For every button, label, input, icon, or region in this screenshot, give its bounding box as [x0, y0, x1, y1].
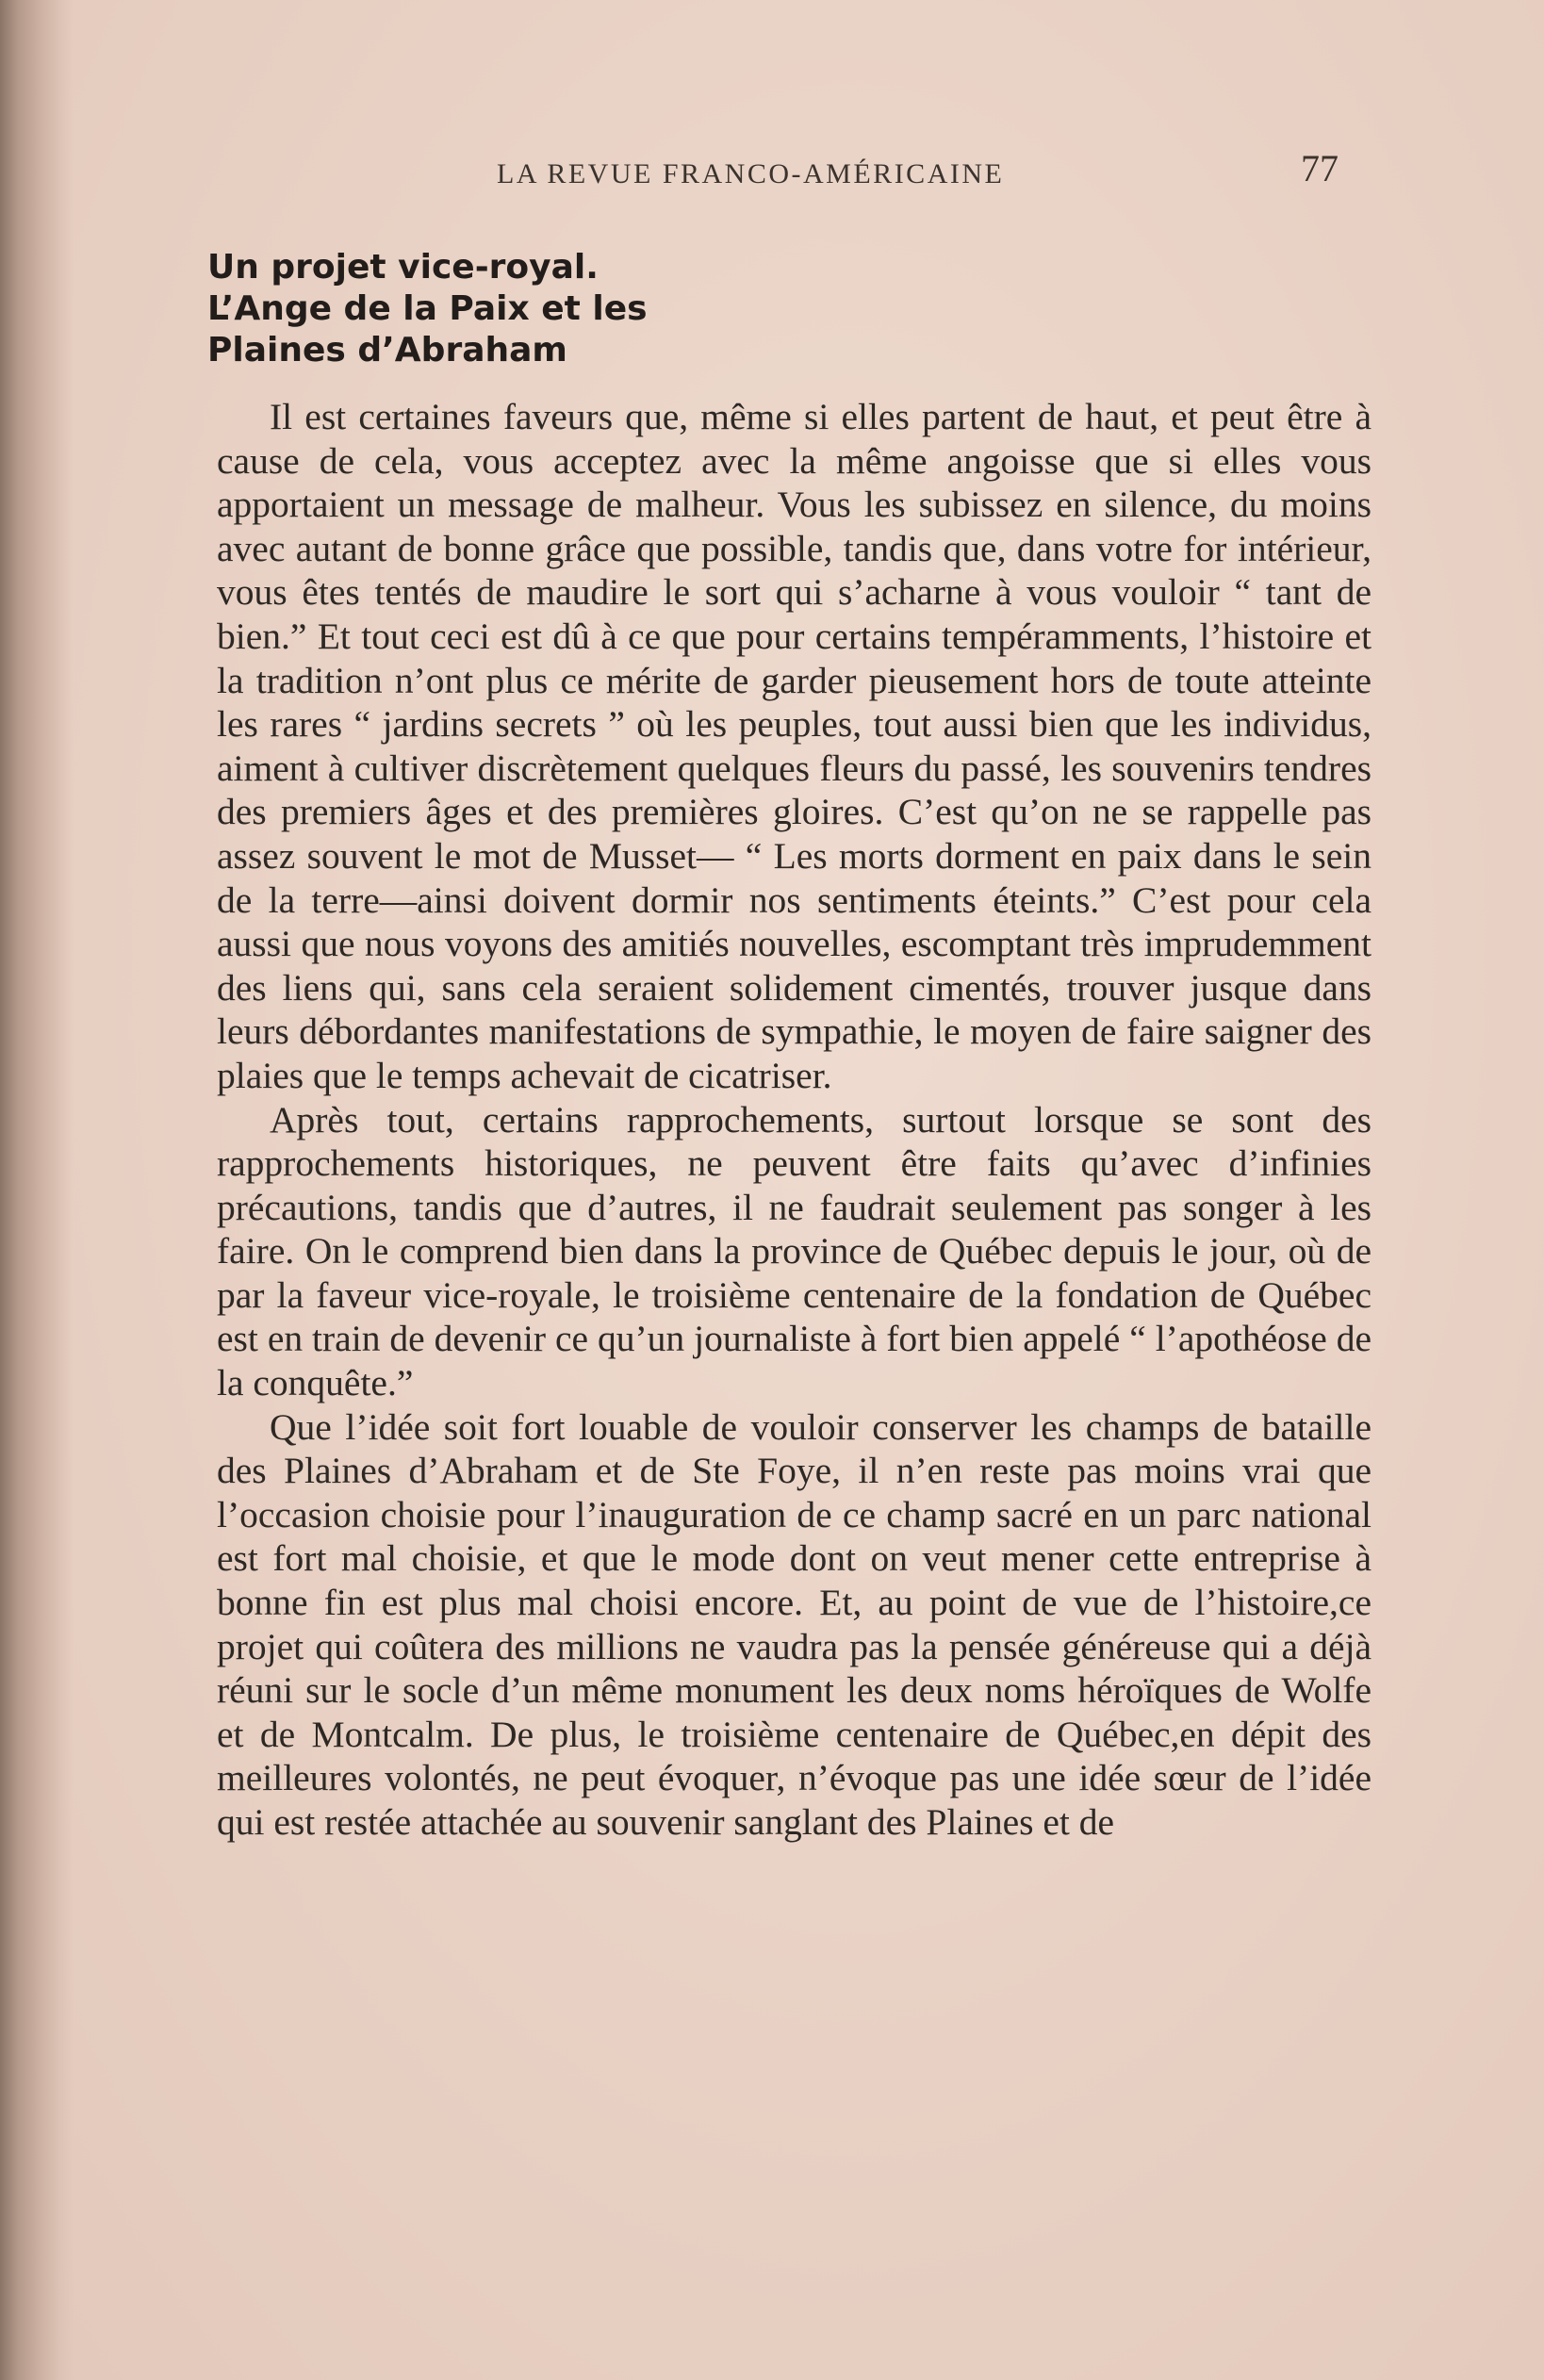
paragraph: Il est certaines faveurs que, même si elles partent de haut, et peut être à cause de cela, vous acceptez avec la même angoisse que si elles vous apportaient un message de malheur. Vous les subissez en silence, du moins avec autant de bonne grâce que possible, tandis que, dans votre for intérieur, vous êtes tentés de maudire le sort qui s’acharne à vous vouloir “ tant de bien.” Et tout ceci est dû à ce que pour certains tempéramments, l’histoire et la tradition n’ont plus ce mérite de garder pieusement hors de toute atteinte les rares “ jardins secrets ” où les peuples, tout aussi bien que les individus, aiment à cultiver discrètement quelques fleurs du passé, les souvenirs tendres des premiers âges et des premières gloires. C’est qu’on ne se rappelle pas assez souvent le mot de Musset— “ Les morts dorment en paix dans le sein de la terre—ainsi doivent dormir nos sentiments éteints.” C’est pour cela aussi que nous voyons des amitiés nouvelles, escomptant très imprudemment des liens qui, sans cela seraient solidement cimentés, trouver jusque dans leurs débordantes manifestations de sympathie, le moyen de faire saigner des plaies que le temps achevait de cicatriser. [217, 396, 1372, 1096]
article-title-line: Un projet vice-royal. [207, 248, 599, 287]
article-body [217, 395, 1372, 1845]
page-binding-shadow [0, 0, 74, 2380]
running-header-title: LA REVUE FRANCO-AMÉRICAINE [497, 158, 1005, 189]
paragraph: Que l’idée soit fort louable de vouloir conserver les champs de bataille des Plaines d’Abraham et de Ste Foye, il n’en reste pas moins vrai que l’occasion choisie pour l’inauguration de ce champ sacré en un parc national est fort mal choisie, et que le mode dont on veut mener cette entreprise à bonne fin est plus mal choisi encore. Et, au point de vue de l’histoire,ce projet qui coûtera des millions ne vaudra pas la pensée généreuse qui a déjà réuni sur le socle d’un même monument les deux noms héroïques de Wolfe et de Montcalm. De plus, le troisième centenaire de Québec,en dépit des meilleures volontés, ne peut évoquer, n’évoque pas une idée sœur de l’idée qui est restée attachée au souvenir sanglant des Plaines et de [217, 1405, 1372, 1843]
page-number: 77 [1301, 147, 1339, 189]
article-title-line: L’Ange de la Paix et les [207, 289, 648, 328]
paragraph: Après tout, certains rapprochements, surtout lorsque se sont des rapprochements historiques, ne peuvent être faits qu’avec d’infinies précautions, tandis que d’autres, il ne faudrait seulement pas songer à les faire. On le comprend bien dans la province de Québec depuis le jour, où de par la faveur vice-royale, le troisième centenaire de la fondation de Québec est en train de devenir ce qu’un journaliste à fort bien appelé “ l’apothéose de la conquête.” [217, 1098, 1372, 1404]
article-title [207, 247, 648, 371]
article-title-line: Plaines d’Abraham [207, 331, 567, 369]
